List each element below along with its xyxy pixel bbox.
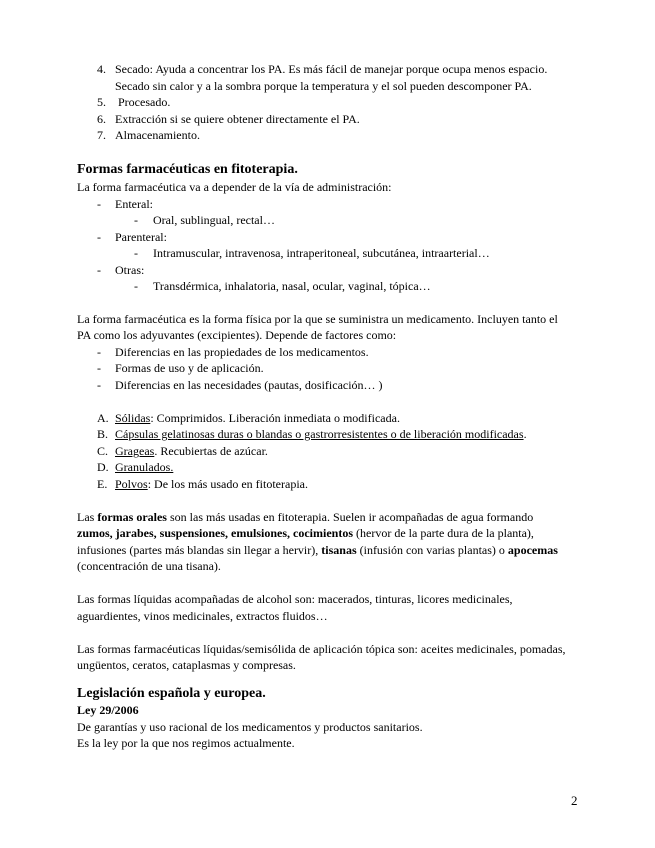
form-desc: . bbox=[523, 427, 527, 441]
paragraph-line: PA como los adyuvantes (excipientes). Depende de factores como: bbox=[77, 328, 397, 342]
list-letter: E. bbox=[97, 477, 108, 491]
form-item bbox=[115, 476, 308, 492]
paragraph-line: Las formas líquidas acompañadas de alcohol son: macerados, tinturas, licores medicinales, bbox=[77, 592, 513, 606]
form-desc: : Comprimidos. Liberación inmediata o modificada. bbox=[150, 411, 400, 425]
route-label: Enteral: bbox=[115, 197, 153, 211]
list-item-text: Extracción si se quiere obtener directamente el PA. bbox=[115, 112, 360, 126]
list-number: 5. bbox=[97, 95, 106, 109]
form-item bbox=[115, 459, 173, 475]
route-detail: Transdérmica, inhalatoria, nasal, ocular, vaginal, tópica… bbox=[153, 279, 431, 293]
text-run-bold: apocemas bbox=[507, 543, 558, 557]
paragraph-line bbox=[77, 525, 534, 541]
route-detail: Intramuscular, intravenosa, intraperitoneal, subcutánea, intraarterial… bbox=[153, 246, 490, 260]
paragraph-line: Es la ley por la que nos regimos actualmente. bbox=[77, 736, 295, 750]
factor-item: Diferencias en las propiedades de los medicamentos. bbox=[115, 345, 369, 359]
bullet-dash: - bbox=[134, 246, 138, 260]
factor-item: Diferencias en las necesidades (pautas, dosificación… ) bbox=[115, 378, 383, 392]
paragraph-line bbox=[77, 509, 533, 525]
paragraph-line: La forma farmacéutica va a depender de la vía de administración: bbox=[77, 180, 392, 194]
text-run-bold: tisanas bbox=[321, 543, 357, 557]
bullet-dash: - bbox=[134, 213, 138, 227]
text-run: son las más usadas en fitoterapia. Suelen ir acompañadas de agua formando bbox=[166, 510, 534, 524]
form-item bbox=[115, 426, 527, 442]
text-run: infusiones (partes más blandas sin llegar a hervir), bbox=[77, 543, 322, 557]
list-number: 7. bbox=[97, 128, 106, 142]
list-letter: A. bbox=[97, 411, 109, 425]
section-heading: Formas farmacéuticas en fitoterapia. bbox=[77, 162, 298, 177]
section-heading: Legislación española y europea. bbox=[77, 686, 266, 701]
page-number: 2 bbox=[571, 793, 578, 808]
bullet-dash: - bbox=[97, 197, 101, 211]
form-desc: : De los más usado en fitoterapia. bbox=[147, 477, 308, 491]
list-number: 6. bbox=[97, 112, 106, 126]
paragraph-line: (concentración de una tisana). bbox=[77, 559, 221, 573]
route-detail: Oral, sublingual, rectal… bbox=[153, 213, 275, 227]
route-label: Otras: bbox=[115, 263, 145, 277]
text-run: (hervor de la parte dura de la planta), bbox=[353, 526, 534, 540]
list-item-text: Secado sin calor y a la sombra porque la temperatura y el sol pueden descomponer PA. bbox=[115, 79, 532, 93]
list-item-text: Procesado. bbox=[118, 95, 171, 109]
form-name: Grageas bbox=[115, 444, 155, 458]
bullet-dash: - bbox=[97, 230, 101, 244]
text-run-bold: zumos, jarabes, suspensiones, emulsiones, cocimientos bbox=[77, 526, 354, 540]
form-item bbox=[115, 443, 268, 459]
law-title: Ley 29/2006 bbox=[77, 703, 139, 717]
form-name: Sólidas bbox=[115, 411, 151, 425]
list-item-text: Almacenamiento. bbox=[115, 128, 200, 142]
bullet-dash: - bbox=[134, 279, 138, 293]
form-name: Granulados. bbox=[115, 460, 174, 474]
paragraph-line: La forma farmacéutica es la forma física por la que se suministra un medicamento. Incluyen tanto el bbox=[77, 312, 558, 326]
bullet-dash: - bbox=[97, 378, 101, 392]
text-run: Las bbox=[77, 510, 98, 524]
form-desc: . Recubiertas de azúcar. bbox=[154, 444, 268, 458]
form-name: Cápsulas gelatinosas duras o blandas o gastrorresistentes o de liberación modificadas bbox=[115, 427, 524, 441]
form-name: Polvos bbox=[115, 477, 148, 491]
bullet-dash: - bbox=[97, 361, 101, 375]
text-run-bold: formas orales bbox=[97, 510, 167, 524]
text-run: (infusión con varias plantas) o bbox=[356, 543, 508, 557]
bullet-dash: - bbox=[97, 345, 101, 359]
list-item-text: Secado: Ayuda a concentrar los PA. Es más fácil de manejar porque ocupa menos espacio. bbox=[115, 62, 548, 76]
paragraph-line: aguardientes, vinos medicinales, extractos fluidos… bbox=[77, 609, 328, 623]
paragraph-line bbox=[77, 542, 558, 558]
paragraph-line: De garantías y uso racional de los medicamentos y productos sanitarios. bbox=[77, 720, 423, 734]
list-letter: D. bbox=[97, 460, 109, 474]
factor-item: Formas de uso y de aplicación. bbox=[115, 361, 264, 375]
bullet-dash: - bbox=[97, 263, 101, 277]
form-item bbox=[115, 410, 400, 426]
paragraph-line: ungüentos, ceratos, cataplasmas y compresas. bbox=[77, 658, 296, 672]
list-number: 4. bbox=[97, 62, 106, 76]
list-letter: B. bbox=[97, 427, 109, 441]
list-letter: C. bbox=[97, 444, 109, 458]
paragraph-line: Las formas farmacéuticas líquidas/semisólida de aplicación tópica son: aceites medicinales, pomadas, bbox=[77, 642, 566, 656]
route-label: Parenteral: bbox=[115, 230, 167, 244]
